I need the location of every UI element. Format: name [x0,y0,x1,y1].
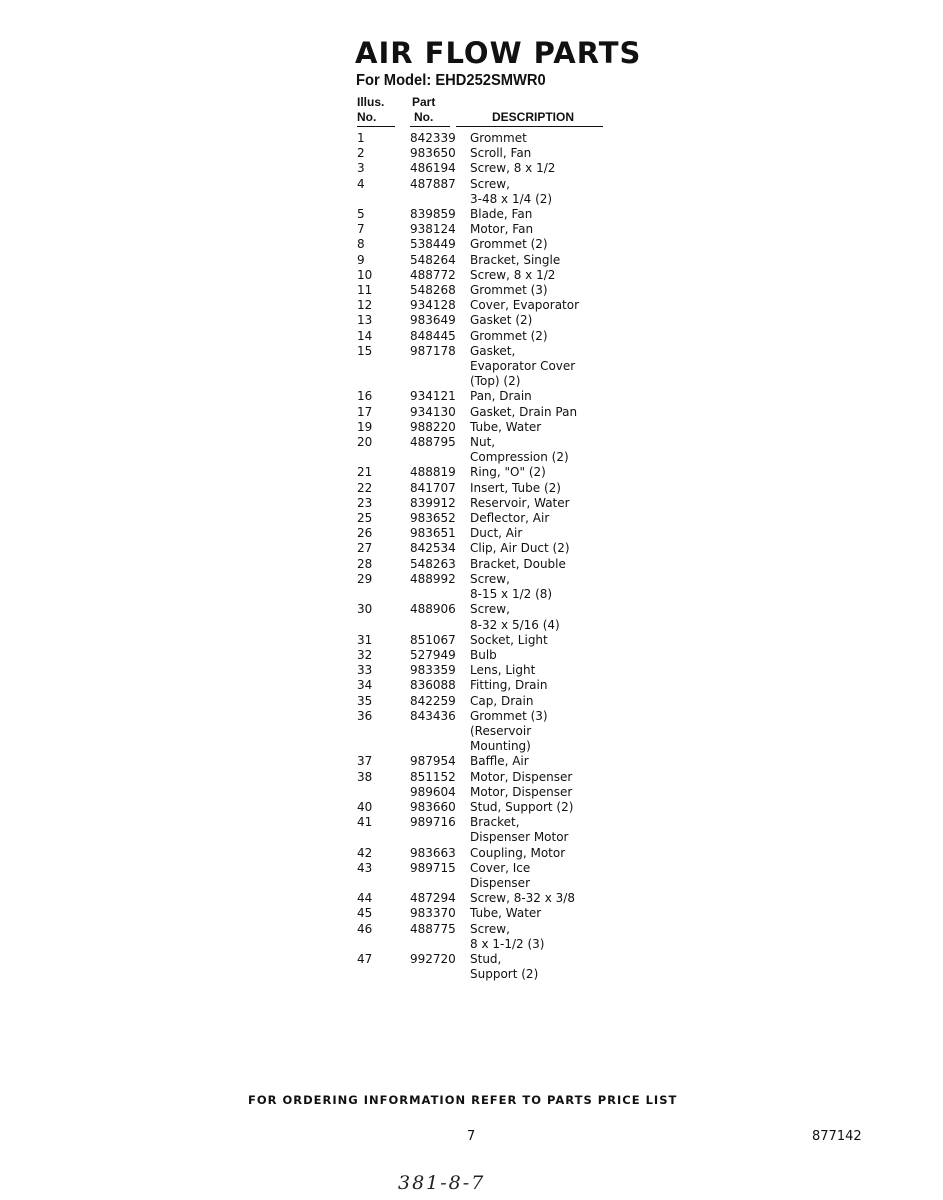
description-line: 8 x 1-1/2 (3) [470,936,545,951]
description-line: Scroll, Fan [470,146,532,161]
table-row [357,800,617,815]
page-title: AIR FLOW PARTS [355,36,642,70]
table-row [357,465,617,480]
description-line: Clip, Air Duct (2) [470,541,570,556]
illus-number: 45 [357,906,373,921]
description-line: Grommet (3) [470,283,548,298]
illus-number: 41 [357,815,373,830]
illus-number: 38 [357,769,373,784]
illus-number: 14 [357,328,373,343]
table-row [357,329,617,344]
table-row [357,861,617,891]
part-number: 488775 [410,921,456,936]
part-description [470,389,617,404]
table-row [357,146,617,161]
description-line: Compression (2) [470,450,569,465]
header-divider [410,126,450,127]
table-row [357,572,617,602]
part-description [470,633,617,648]
illus-number: 32 [357,647,373,662]
part-description [470,526,617,541]
header-part-line1: Part [412,95,436,109]
description-line: Cover, Ice [470,860,531,875]
part-number: 934128 [410,298,456,313]
table-row [357,313,617,328]
part-number: 488795 [410,435,456,450]
table-row [357,663,617,678]
description-line: Fitting, Drain [470,678,548,693]
part-number: 851152 [410,769,456,784]
illus-number: 30 [357,602,373,617]
part-description [470,298,617,313]
header-illus-line1: Illus. [357,95,385,109]
part-number: 989604 [410,784,456,799]
illus-number: 42 [357,845,373,860]
description-line: Stud, Support (2) [470,799,574,814]
description-line: Screw, 8-32 x 3/8 [470,891,575,906]
illus-number: 5 [357,207,365,222]
part-number: 488992 [410,571,456,586]
table-row [357,785,617,800]
table-row [357,770,617,785]
part-number: 839912 [410,495,456,510]
illus-number: 3 [357,161,365,176]
part-number: 486194 [410,161,456,176]
table-row [357,511,617,526]
part-description [470,465,617,480]
part-number: 987954 [410,754,456,769]
table-row [357,846,617,861]
part-description [470,222,617,237]
part-number: 488819 [410,465,456,480]
part-number: 983660 [410,799,456,814]
illus-number: 33 [357,663,373,678]
part-number: 488772 [410,267,456,282]
description-line: Screw, 8 x 1/2 [470,267,556,282]
description-line: Grommet [470,131,527,145]
part-description [470,344,617,390]
description-line: Pan, Drain [470,389,532,404]
part-description [470,846,617,861]
description-line: Dispenser Motor [470,830,569,845]
part-number: 836088 [410,678,456,693]
table-row [357,283,617,298]
description-line: Screw, [470,176,510,191]
description-line: 3-48 x 1/4 (2) [470,191,553,206]
part-description [470,770,617,785]
part-number: 548268 [410,283,456,298]
part-description [470,602,617,632]
part-description [470,329,617,344]
part-number: 839859 [410,207,456,222]
parts-table [357,131,617,982]
illus-number: 37 [357,754,373,769]
table-row [357,922,617,952]
table-row [357,602,617,632]
part-description [470,177,617,207]
part-description [470,511,617,526]
description-line: Reservoir, Water [470,495,570,510]
description-line: Screw, [470,921,510,936]
table-row [357,952,617,982]
header-description: DESCRIPTION [492,110,575,124]
table-row [357,344,617,390]
part-description [470,572,617,602]
description-line: Lens, Light [470,663,536,678]
table-row [357,268,617,283]
illus-number: 29 [357,571,373,586]
illus-number: 34 [357,678,373,693]
description-line: Gasket (2) [470,313,533,328]
part-number: 843436 [410,708,456,723]
illus-number: 23 [357,495,373,510]
illus-number: 21 [357,465,373,480]
part-description [470,709,617,755]
part-description [470,815,617,845]
description-line: Tube, Water [470,906,542,921]
part-description [470,754,617,769]
part-number: 841707 [410,480,456,495]
illus-number: 47 [357,951,373,966]
table-row [357,694,617,709]
illus-number: 12 [357,298,373,313]
illus-number: 7 [357,222,365,237]
part-number: 983650 [410,146,456,161]
part-description [470,541,617,556]
part-description [470,481,617,496]
illus-number: 4 [357,176,365,191]
description-line: Support (2) [470,967,539,982]
description-line: Grommet (2) [470,328,548,343]
part-description [470,952,617,982]
description-line: Screw, [470,571,510,586]
part-description [470,557,617,572]
description-line: Screw, 8 x 1/2 [470,161,556,176]
ordering-note: FOR ORDERING INFORMATION REFER TO PARTS PRICE LIST [248,1093,678,1107]
part-number: 842534 [410,541,456,556]
part-description [470,131,617,146]
description-line: Gasket, Drain Pan [470,404,578,419]
illus-number: 19 [357,419,373,434]
table-row [357,481,617,496]
description-line: Bulb [470,647,497,662]
description-line: Insert, Tube (2) [470,480,561,495]
table-row [357,633,617,648]
illus-number: 31 [357,632,373,647]
illus-number: 27 [357,541,373,556]
header-illus-line2: No. [357,110,377,124]
description-line: Bracket, [470,815,520,830]
part-number: 487294 [410,891,456,906]
header-part-line2: No. [414,110,434,124]
description-line: Screw, [470,602,510,617]
illus-number: 43 [357,860,373,875]
description-line: Cap, Drain [470,693,534,708]
table-row [357,496,617,511]
part-number: 848445 [410,328,456,343]
part-number: 983652 [410,511,456,526]
illus-number: 46 [357,921,373,936]
part-number: 983649 [410,313,456,328]
header-part-no [412,95,435,125]
part-description [470,435,617,465]
illus-number: 35 [357,693,373,708]
part-number: 989716 [410,815,456,830]
part-number: 989715 [410,860,456,875]
illus-number: 25 [357,511,373,526]
illus-number: 8 [357,237,365,252]
table-row [357,815,617,845]
table-row [357,405,617,420]
part-number: 983651 [410,526,456,541]
part-description [470,268,617,283]
part-description [470,237,617,252]
page-number: 7 [467,1129,476,1144]
part-description [470,922,617,952]
table-row [357,435,617,465]
illus-number: 26 [357,526,373,541]
table-row [357,298,617,313]
illus-number: 9 [357,252,365,267]
description-line: 8-32 x 5/16 (4) [470,617,560,632]
description-line: Coupling, Motor [470,845,566,860]
table-row [357,131,617,146]
part-description [470,420,617,435]
description-line: Cover, Evaporator [470,298,580,313]
illus-number: 20 [357,435,373,450]
table-row [357,237,617,252]
illus-number: 17 [357,404,373,419]
description-line: Baffle, Air [470,754,529,769]
table-row [357,541,617,556]
description-line: Evaporator Cover [470,359,576,374]
illus-number: 2 [357,146,365,161]
part-description [470,663,617,678]
header-illus-no [357,95,384,125]
part-number: 983370 [410,906,456,921]
illus-number: 11 [357,283,373,298]
part-number: 934130 [410,404,456,419]
description-line: Motor, Fan [470,222,534,237]
part-number: 488906 [410,602,456,617]
table-row [357,161,617,176]
description-line: Ring, "O" (2) [470,465,546,480]
part-description [470,313,617,328]
part-number: 983663 [410,845,456,860]
part-description [470,496,617,511]
illus-number: 13 [357,313,373,328]
illus-number: 22 [357,480,373,495]
description-line: Stud, [470,951,502,966]
illus-number: 40 [357,799,373,814]
part-number: 548264 [410,252,456,267]
illus-number [357,785,410,800]
description-line: Dispenser [470,875,530,890]
part-number: 938124 [410,222,456,237]
description-line: Tube, Water [470,419,542,434]
part-description [470,648,617,663]
part-description [470,906,617,921]
model-subtitle: For Model: EHD252SMWR0 [356,72,546,89]
part-description [470,146,617,161]
table-row [357,526,617,541]
table-row [357,709,617,755]
description-line: Motor, Dispenser [470,784,573,799]
part-number: 983359 [410,663,456,678]
part-description [470,678,617,693]
part-description [470,800,617,815]
part-description [470,253,617,268]
table-row [357,678,617,693]
description-line: Gasket, [470,343,516,358]
table-row [357,177,617,207]
table-row [357,389,617,404]
illus-number: 28 [357,556,373,571]
illus-number: 15 [357,343,373,358]
part-number: 851067 [410,632,456,647]
description-line: Socket, Light [470,632,548,647]
handwritten-note: 381-8-7 [398,1172,486,1194]
description-line: Duct, Air [470,526,523,541]
part-description [470,161,617,176]
description-line: Grommet (2) [470,237,548,252]
part-number: 987178 [410,343,456,358]
header-divider [357,126,395,127]
part-number: 992720 [410,951,456,966]
part-description [470,207,617,222]
part-number: 527949 [410,647,456,662]
description-line: (Top) (2) [470,374,521,389]
description-line: (Reservoir [470,723,532,738]
description-line: Nut, [470,435,496,450]
illus-number: 10 [357,267,373,282]
part-number: 487887 [410,176,456,191]
part-number: 934121 [410,389,456,404]
description-line: Deflector, Air [470,511,550,526]
illus-number: 36 [357,708,373,723]
part-number: 548263 [410,556,456,571]
description-line: Grommet (3) [470,708,548,723]
description-line: 8-15 x 1/2 (8) [470,587,553,602]
table-row [357,253,617,268]
description-line: Bracket, Double [470,556,566,571]
document-number: 877142 [812,1129,862,1144]
table-row [357,207,617,222]
table-row [357,648,617,663]
description-line: Blade, Fan [470,207,533,222]
illus-number: 16 [357,389,373,404]
table-row [357,557,617,572]
part-description [470,861,617,891]
illus-number: 44 [357,891,373,906]
part-description [470,891,617,906]
table-row [357,420,617,435]
description-line: Mounting) [470,739,531,754]
part-description [470,283,617,298]
part-number: 842339 [410,131,456,145]
header-divider [456,126,603,127]
part-description [470,785,617,800]
part-number: 842259 [410,693,456,708]
part-number: 988220 [410,419,456,434]
table-row [357,222,617,237]
description-line: Bracket, Single [470,252,561,267]
part-description [470,694,617,709]
part-description [470,405,617,420]
description-line: Motor, Dispenser [470,769,573,784]
table-row [357,754,617,769]
part-number: 538449 [410,237,456,252]
table-row [357,891,617,906]
illus-number: 1 [357,131,365,145]
table-row [357,906,617,921]
